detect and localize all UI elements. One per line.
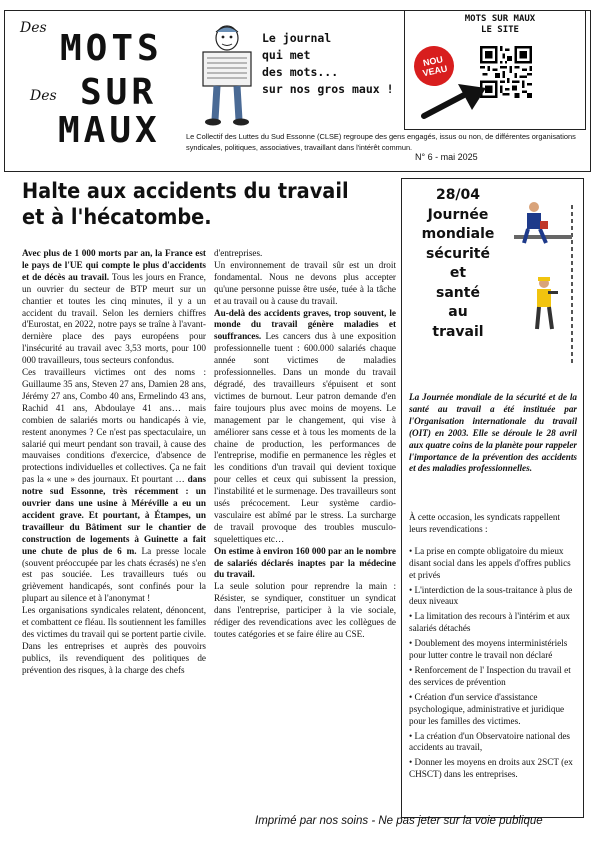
paragraph-text: Tous les jours en France, un ouvrier du secteur de BTP meurt sur un chantier et toutes les cinq minutes, il y a un accident du travail. Selon les derniers chiffres d'Eurostat, en 2022, notre pays se traîne à l'avant-dernière place des pays européens pour l'insécurité au travail avec 3,53 morts, pour 100 000 travailleurs, tous secteurs confondus. bbox=[22, 271, 206, 366]
paragraph-bold: dans notre sud Essonne, très récemment : un ouvrier dans une usine à Méréville a eu un accident grave. Et pourtant, à Étampes, un travailleur du Bâtiment sur le chantier de construction de logements à Guinette a fait une chute de plus de 6 m. bbox=[22, 474, 206, 556]
list-item: • La création d'un Observatoire national des accidents au travail, bbox=[409, 730, 571, 753]
article-title-line: Halte aux accidents du travail bbox=[22, 179, 349, 203]
article-title bbox=[22, 178, 362, 230]
new-badge: NOU VEAU bbox=[410, 42, 457, 89]
site-promo-title bbox=[440, 14, 560, 36]
tagline-line: sur nos gros maux ! bbox=[262, 82, 394, 96]
sidebar-title-line: Journée bbox=[427, 206, 489, 223]
paragraph bbox=[214, 308, 396, 546]
mascot-reader-illustration bbox=[197, 22, 257, 127]
paragraph bbox=[22, 248, 206, 367]
paragraph-text: Ces travailleurs victimes ont des noms : Guillaume 35 ans, Steven 27 ans, Damien 28 ans, Jérémy 27 ans, Combo 40 ans, Ermelindo 43 ans, Rachid 41 ans, Abdoulaye 41 ans… mais combien de salariés morts ou handicapés à vie, restent anonymes ? Ce n'est pas spectaculaire, un salarié qui meurt pendant son travail, à cause des mauvaises conditions d'exercice, d'absence de protections individuelles et collectives. Ça ne fait pas la « une » des journaux. Et pourtant … bbox=[22, 367, 206, 485]
paragraph-text: Un environnement de travail sûr est un droit fondamental. Nous ne devons plus accepter qu'une personne puisse être usée, tuée à la tâche et au travail ou à cause du travail. bbox=[214, 259, 396, 306]
sidebar-intro: La Journée mondiale de la sécurité et de la santé au travail a été instituée par l'Organisation internationale du travail (OIT) en 2003. Elle se déroule le 28 avril aux quatre coins de la planète pour rappeler l'importance de la prévention des accidents et des maladies professionnelles. bbox=[409, 392, 577, 474]
paragraph-bold: Au-delà des accidents graves, trop souvent, le monde du travail génère maladies et souffrances. bbox=[214, 307, 396, 342]
masthead-word-sur: SUR bbox=[80, 72, 158, 113]
sidebar-title-line: et bbox=[449, 265, 467, 281]
paragraph-text: d'entreprises. bbox=[214, 248, 263, 258]
tagline-line: des mots... bbox=[262, 65, 339, 79]
sidebar-lead: À cette occasion, les syndicats rappellent leurs revendications : bbox=[409, 512, 561, 534]
paragraph bbox=[22, 605, 206, 676]
tagline-line: qui met bbox=[262, 48, 311, 62]
paragraph-text: La presse locale (souvent préoccupée par les chats écrasés) ne s'en est pas souciée. Les travailleurs tués ou grièvement handicapés, sont confinés pour la plupart au silence et à l'anonymat ! bbox=[22, 545, 206, 604]
construction-workers-illustration bbox=[512, 195, 580, 365]
article-column-1 bbox=[22, 248, 206, 677]
arrow-icon bbox=[420, 80, 490, 120]
list-item: • Création d'un service d'assistance psychologique, administrative et juridique pour les familles des victimes. bbox=[409, 691, 565, 726]
paragraph-text: Les organisations syndicales relatent, dénoncent, et combattent ce fléau. Ils soutiennent les familles des victimes du travail qui se portent partie civile. Dans les entreprises et auprès des pouvoirs publics, ils revendiquent des politiques de prévention des risques, à la charge des chefs bbox=[22, 605, 206, 675]
masthead-des-mid: Des bbox=[30, 88, 57, 104]
paragraph bbox=[22, 367, 206, 605]
paragraph-text: Les cancers dus à une exposition professionnelle tuent : 600.000 salariés chaque année sont victimes de maladies professionnelles. Dans un monde du travail dégradé, des travailleurs s'épuisent et sont victimes de burnout. Leur patron demande d'en faire toujours plus avec moins de moyens. Le management par le changement, qui vise à améliorer sans cesse et à tous les moments de la chaine de production, les performances de l'entreprise, modifie en permanence les règles et les conditions d'un travail qui devient toxique pour celles et ceux qui subissent la pression, l'instabilité et le surmenage. Des travailleurs sont usés précocement. Leur système cardio-vasculaire est abîmé par le stress. La surcharge de travail provoque des troubles musculo-squelettiques etc… bbox=[214, 331, 396, 544]
list-item: • Donner les moyens en droits aux 2SCT (ex CHSCT) dans les entreprises. bbox=[409, 757, 573, 780]
article-title-line: et à l'hécatombe. bbox=[22, 205, 212, 229]
tagline-line: Le journal bbox=[262, 31, 332, 45]
issue-number: N° 6 - mai 2025 bbox=[415, 152, 478, 162]
sidebar-title-line: santé bbox=[436, 284, 480, 301]
list-item: • Renforcement de l' Inspection du travail et des services de prévention bbox=[409, 664, 571, 687]
paragraph-bold: Avec plus de 1 000 morts par an, la France est le pays de l'UE qui compte le plus d'accidents et de décès au travail. bbox=[22, 248, 206, 282]
sidebar-title-line: au bbox=[448, 304, 468, 320]
footer-note: Imprimé par nos soins - Ne pas jeter sur la voie publique bbox=[255, 815, 543, 827]
paragraph bbox=[214, 546, 396, 582]
sidebar-title-line: sécurité bbox=[426, 245, 490, 262]
sidebar-title bbox=[408, 186, 508, 342]
masthead-tagline bbox=[262, 30, 402, 98]
site-title-line: LE SITE bbox=[481, 25, 519, 35]
collectif-description: Le Collectif des Luttes du Sud Essonne (CLSE) regroupe des gens engagés, issus ou non, de différentes organisations syndicales, politiques, associatives, travaillant dans l'intérêt commun. bbox=[186, 132, 576, 152]
paragraph bbox=[214, 581, 396, 641]
demands-list bbox=[409, 546, 577, 781]
list-item: • La limitation des recours à l'intérim et aux salariés détachés bbox=[409, 611, 571, 634]
masthead-word-mots: MOTS bbox=[60, 28, 163, 69]
list-item: • La prise en compte obligatoire du mieux disant social dans les appels d'offres publics et privés bbox=[409, 545, 571, 580]
sidebar-title-line: 28/04 bbox=[435, 187, 481, 203]
list-item: • Doublement des moyens interministériels pour lutter contre le travail non déclaré bbox=[409, 638, 568, 661]
sidebar-title-line: travail bbox=[432, 323, 484, 340]
sidebar-demands bbox=[409, 512, 577, 784]
masthead-word-maux: MAUX bbox=[58, 110, 161, 151]
paragraph-bold: On estime à environ 160 000 par an le nombre de salariés déclarés inaptes par la médecine du travail. bbox=[214, 545, 396, 580]
paragraph bbox=[214, 260, 396, 308]
article-column-2 bbox=[214, 248, 396, 641]
paragraph bbox=[214, 248, 396, 260]
list-item: • L'interdiction de la sous-traitance à plus de deux niveaux bbox=[409, 584, 573, 607]
paragraph-text: La seule solution pour reprendre la main : Résister, se syndiquer, constituer un syndicat dans l'entreprise, participer à la vie sociale, rédiger des revendications avec les collègues de toutes catégories et se faire élire au CSE. bbox=[214, 581, 396, 639]
masthead-des-top: Des bbox=[20, 20, 47, 36]
sidebar-title-line: mondiale bbox=[421, 226, 495, 242]
site-title-line: MOTS SUR MAUX bbox=[464, 14, 536, 24]
